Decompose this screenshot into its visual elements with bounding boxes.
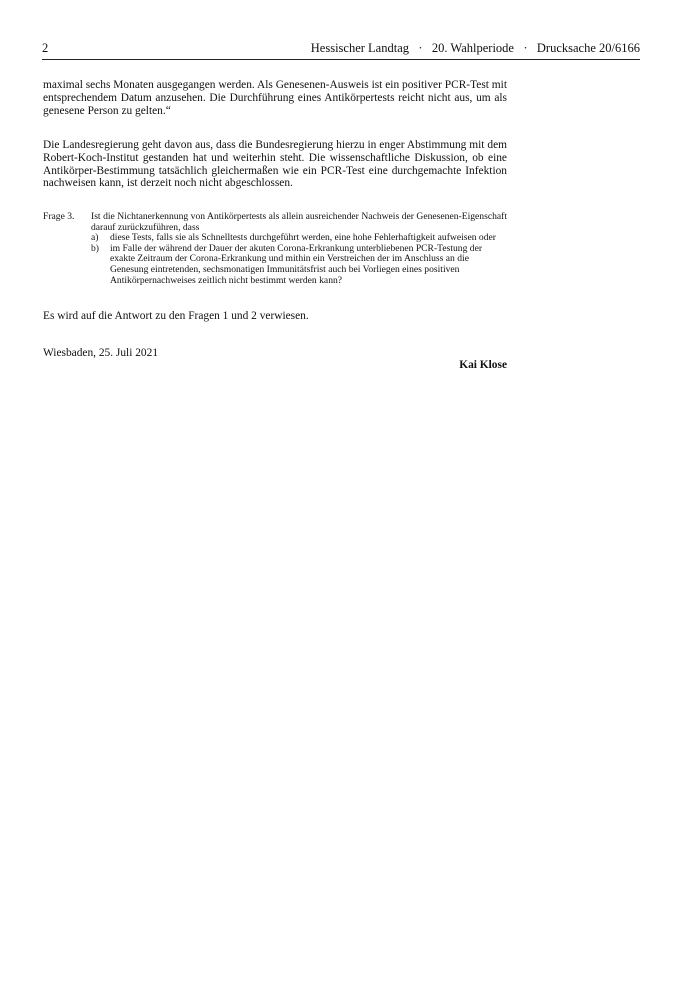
answer-text: Es wird auf die Antwort zu den Fragen 1 und 2 verwiesen. xyxy=(43,310,309,322)
place-and-date: Wiesbaden, 25. Juli 2021 xyxy=(43,347,159,359)
body-paragraph: maximal sechs Monaten ausgegangen werden. Als Genesenen-Ausweis ist ein positiver PCR-Test mit entsprechendem Datum anzusehen. Die Durchführung eines Antikörpertests reicht nicht aus, um als genesene Person zu gelten.“ xyxy=(43,79,507,117)
item-text: diese Tests, falls sie als Schnelltests durchgeführt werden, eine hohe Fehlerhaftigkeit aufweisen oder xyxy=(110,232,496,244)
question-intro: Ist die Nichtanerkennung von Antikörpertests als allein ausreichender Nachweis der Genesenen-Eigenschaft darauf zurückzuführen, dass xyxy=(91,211,507,233)
page-header xyxy=(42,41,640,60)
body-paragraph: Die Landesregierung geht davon aus, dass die Bundesregierung hierzu in enger Abstimmung mit dem Robert-Koch-Institut gestanden hat und weiterhin steht. Die wissenschaftliche Diskussion, ob eine Antikörper-Bestimmung tatsächlich gleichermaßen wie ein PCR-Test eine durchgemachte Infektion nachweisen kann, ist derzeit noch nicht abgeschlossen. xyxy=(43,139,507,190)
item-text: im Falle der während der Dauer der akuten Corona-Erkrankung unterbliebenen PCR-Testung der exakte Zeitraum der Corona-Erkrankung und mithin ein Verstreichen der im Anschluss an die Genesung eintretenden, sechsmonatigen Immunitätsfrist auch bei Vorliegen eines positiven Antikörpernachweises zeitlich nicht bestimmt werden kann? xyxy=(110,242,483,286)
question-item xyxy=(91,244,507,286)
item-marker: b) xyxy=(91,242,99,254)
question-body xyxy=(91,212,507,286)
item-marker: a) xyxy=(91,232,99,244)
question-label: Frage 3. xyxy=(43,211,75,222)
signatory-name: Kai Klose xyxy=(459,359,507,371)
running-head: Hessischer Landtag · 20. Wahlperiode · Drucksache 20/6166 xyxy=(310,41,640,55)
page-number: 2 xyxy=(42,41,49,55)
